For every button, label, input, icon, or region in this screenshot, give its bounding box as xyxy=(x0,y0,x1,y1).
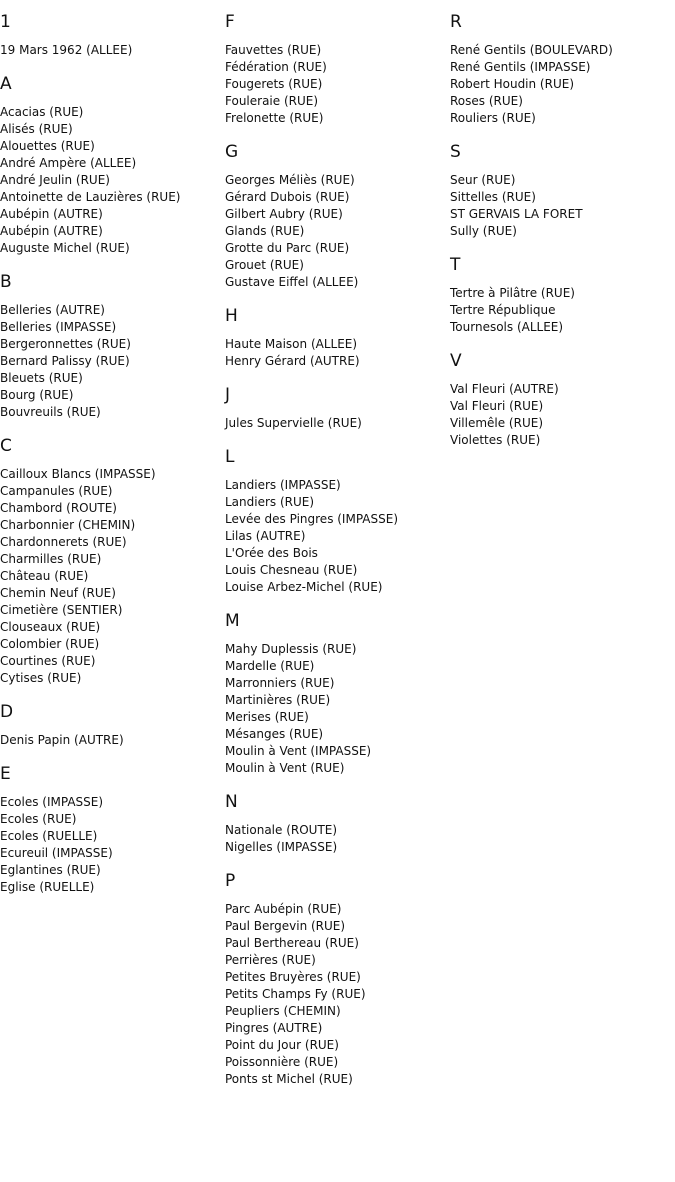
street-link[interactable]: Clouseaux (RUE) xyxy=(0,620,101,634)
street-link[interactable]: Mésanges (RUE) xyxy=(225,727,324,741)
street-link[interactable]: Seur (RUE) xyxy=(450,173,516,187)
street-link[interactable]: Eglise (RUELLE) xyxy=(0,880,95,894)
letter-group xyxy=(450,254,672,336)
street-link[interactable]: Bleuets (RUE) xyxy=(0,371,83,385)
street-list xyxy=(0,104,222,257)
letter-group xyxy=(0,271,222,421)
street-link[interactable]: Glands (RUE) xyxy=(225,224,305,238)
street-link[interactable]: Haute Maison (ALLEE) xyxy=(225,337,358,351)
street-link[interactable]: Moulin à Vent (IMPASSE) xyxy=(225,744,372,758)
street-link[interactable]: Nationale (ROUTE) xyxy=(225,823,338,837)
letter-group xyxy=(225,446,447,596)
letter-heading: E xyxy=(0,764,11,784)
street-link[interactable]: Moulin à Vent (RUE) xyxy=(225,761,345,775)
street-link[interactable]: Ponts st Michel (RUE) xyxy=(225,1072,353,1086)
street-link[interactable]: Belleries (IMPASSE) xyxy=(0,320,117,334)
street-link[interactable]: Gilbert Aubry (RUE) xyxy=(225,207,343,221)
street-link[interactable]: Tertre République xyxy=(450,303,556,317)
street-link[interactable]: Antoinette de Lauzières (RUE) xyxy=(0,190,181,204)
street-link[interactable]: Charbonnier (CHEMIN) xyxy=(0,518,136,532)
street-link[interactable]: Merises (RUE) xyxy=(225,710,309,724)
street-link[interactable]: Grotte du Parc (RUE) xyxy=(225,241,350,255)
street-link[interactable]: Eglantines (RUE) xyxy=(0,863,101,877)
street-list xyxy=(0,42,222,59)
street-link[interactable]: Campanules (RUE) xyxy=(0,484,113,498)
letter-heading: F xyxy=(225,12,235,32)
street-link[interactable]: Colombier (RUE) xyxy=(0,637,100,651)
street-list xyxy=(225,42,447,127)
index-column xyxy=(450,0,672,449)
street-list xyxy=(450,285,672,336)
street-list xyxy=(225,415,447,432)
street-link[interactable]: Chardonnerets (RUE) xyxy=(0,535,127,549)
letter-group xyxy=(0,435,222,687)
letter-heading: T xyxy=(450,255,461,275)
street-link[interactable]: Louis Chesneau (RUE) xyxy=(225,563,358,577)
street-link[interactable]: Auguste Michel (RUE) xyxy=(0,241,130,255)
street-link[interactable]: Gérard Dubois (RUE) xyxy=(225,190,350,204)
street-list xyxy=(225,477,447,596)
street-link[interactable]: Ecoles (RUELLE) xyxy=(0,829,98,843)
street-list xyxy=(450,42,672,127)
street-link[interactable]: Poissonnière (RUE) xyxy=(225,1055,339,1069)
letter-group xyxy=(0,763,222,896)
street-link[interactable]: Tertre à Pilâtre (RUE) xyxy=(450,286,575,300)
street-link[interactable]: Sittelles (RUE) xyxy=(450,190,536,204)
street-link[interactable]: Fougerets (RUE) xyxy=(225,77,323,91)
street-link[interactable]: Paul Bergevin (RUE) xyxy=(225,919,346,933)
letter-heading: C xyxy=(0,436,12,456)
street-link[interactable]: Aubépin (AUTRE) xyxy=(0,207,103,221)
letter-heading: B xyxy=(0,272,12,292)
street-link[interactable]: Sully (RUE) xyxy=(450,224,517,238)
street-link[interactable]: Peupliers (CHEMIN) xyxy=(225,1004,341,1018)
letter-group xyxy=(450,11,672,127)
street-link[interactable]: Perrières (RUE) xyxy=(225,953,316,967)
street-link[interactable]: Jules Supervielle (RUE) xyxy=(225,416,362,430)
letter-group xyxy=(225,610,447,777)
letter-heading: A xyxy=(0,74,12,94)
letter-heading: L xyxy=(225,447,235,467)
letter-group xyxy=(225,870,447,1088)
street-link[interactable]: Bouvreuils (RUE) xyxy=(0,405,101,419)
street-link[interactable]: Ecoles (IMPASSE) xyxy=(0,795,104,809)
street-list xyxy=(0,302,222,421)
street-list xyxy=(225,172,447,291)
street-link[interactable]: Fédération (RUE) xyxy=(225,60,327,74)
street-list xyxy=(225,336,447,370)
street-link[interactable]: Val Fleuri (AUTRE) xyxy=(450,382,559,396)
street-link[interactable]: Courtines (RUE) xyxy=(0,654,96,668)
street-link[interactable]: Nigelles (IMPASSE) xyxy=(225,840,338,854)
street-link[interactable]: André Ampère (ALLEE) xyxy=(0,156,137,170)
street-link[interactable]: Levée des Pingres (IMPASSE) xyxy=(225,512,399,526)
street-link[interactable]: Fauvettes (RUE) xyxy=(225,43,322,57)
street-list xyxy=(0,794,222,896)
letter-heading: R xyxy=(450,12,462,32)
street-list xyxy=(225,641,447,777)
street-link[interactable]: Chemin Neuf (RUE) xyxy=(0,586,116,600)
street-link[interactable]: Alouettes (RUE) xyxy=(0,139,95,153)
street-link[interactable]: Point du Jour (RUE) xyxy=(225,1038,339,1052)
street-link[interactable]: Alisés (RUE) xyxy=(0,122,73,136)
street-link[interactable]: André Jeulin (RUE) xyxy=(0,173,110,187)
street-link[interactable]: Charmilles (RUE) xyxy=(0,552,102,566)
letter-group xyxy=(0,73,222,257)
street-link[interactable]: Petits Champs Fy (RUE) xyxy=(225,987,366,1001)
letter-group xyxy=(450,350,672,449)
street-link[interactable]: Bourg (RUE) xyxy=(0,388,74,402)
street-link[interactable]: Rouliers (RUE) xyxy=(450,111,536,125)
street-link[interactable]: Cytises (RUE) xyxy=(0,671,82,685)
street-link[interactable]: Louise Arbez-Michel (RUE) xyxy=(225,580,383,594)
street-link[interactable]: Pingres (AUTRE) xyxy=(225,1021,323,1035)
street-link[interactable]: Grouet (RUE) xyxy=(225,258,304,272)
street-link[interactable]: Violettes (RUE) xyxy=(450,433,541,447)
street-link[interactable]: Chambord (ROUTE) xyxy=(0,501,117,515)
index-column xyxy=(225,0,447,1088)
street-link[interactable]: Cimetière (SENTIER) xyxy=(0,603,123,617)
street-link[interactable]: Tournesols (ALLEE) xyxy=(450,320,564,334)
street-link[interactable]: Mahy Duplessis (RUE) xyxy=(225,642,357,656)
street-link[interactable]: René Gentils (BOULEVARD) xyxy=(450,43,613,57)
street-list xyxy=(225,901,447,1088)
letter-heading: V xyxy=(450,351,462,371)
letter-heading: M xyxy=(225,611,240,631)
letter-group xyxy=(0,11,222,59)
letter-heading: 1 xyxy=(0,12,11,32)
street-link[interactable]: Gustave Eiffel (ALLEE) xyxy=(225,275,359,289)
street-link[interactable]: Martinières (RUE) xyxy=(225,693,331,707)
letter-group xyxy=(225,141,447,291)
street-link[interactable]: Belleries (AUTRE) xyxy=(0,303,105,317)
letter-heading: J xyxy=(225,385,231,405)
street-link[interactable]: Bergeronnettes (RUE) xyxy=(0,337,131,351)
letter-group xyxy=(225,305,447,370)
street-link[interactable]: Bernard Palissy (RUE) xyxy=(0,354,130,368)
street-link[interactable]: Ecoles (RUE) xyxy=(0,812,77,826)
street-link[interactable]: Parc Aubépin (RUE) xyxy=(225,902,342,916)
letter-heading: N xyxy=(225,792,238,812)
street-link[interactable]: ST GERVAIS LA FORET xyxy=(450,207,583,221)
letter-group xyxy=(0,701,222,749)
street-link[interactable]: Ecureuil (IMPASSE) xyxy=(0,846,113,860)
index-column xyxy=(0,0,222,896)
letter-group xyxy=(225,791,447,856)
street-link[interactable]: Marronniers (RUE) xyxy=(225,676,335,690)
street-list xyxy=(0,732,222,749)
street-link[interactable]: Roses (RUE) xyxy=(450,94,523,108)
street-link[interactable]: Villemêle (RUE) xyxy=(450,416,543,430)
street-link[interactable]: Cailloux Blancs (IMPASSE) xyxy=(0,467,156,481)
letter-heading: P xyxy=(225,871,236,891)
street-link[interactable]: Fouleraie (RUE) xyxy=(225,94,319,108)
letter-heading: G xyxy=(225,142,239,162)
street-link[interactable]: Paul Berthereau (RUE) xyxy=(225,936,359,950)
street-link[interactable]: L'Orée des Bois xyxy=(225,546,318,560)
street-link[interactable]: Robert Houdin (RUE) xyxy=(450,77,575,91)
street-link[interactable]: Mardelle (RUE) xyxy=(225,659,315,673)
street-link[interactable]: Petites Bruyères (RUE) xyxy=(225,970,361,984)
street-link[interactable]: Landiers (IMPASSE) xyxy=(225,478,341,492)
street-link[interactable]: René Gentils (IMPASSE) xyxy=(450,60,591,74)
letter-heading: D xyxy=(0,702,14,722)
letter-group xyxy=(225,384,447,432)
street-link[interactable]: Denis Papin (AUTRE) xyxy=(0,733,124,747)
street-list xyxy=(450,172,672,240)
street-link[interactable]: Georges Méliès (RUE) xyxy=(225,173,355,187)
street-link[interactable]: Val Fleuri (RUE) xyxy=(450,399,544,413)
street-link[interactable]: Château (RUE) xyxy=(0,569,89,583)
street-list xyxy=(225,822,447,856)
street-link[interactable]: Acacias (RUE) xyxy=(0,105,84,119)
letter-heading: S xyxy=(450,142,461,162)
street-link[interactable]: Landiers (RUE) xyxy=(225,495,315,509)
street-link[interactable]: Aubépin (AUTRE) xyxy=(0,224,103,238)
street-list xyxy=(450,381,672,449)
street-link[interactable]: Frelonette (RUE) xyxy=(225,111,324,125)
letter-group xyxy=(225,11,447,127)
letter-heading: H xyxy=(225,306,238,326)
street-link[interactable]: Henry Gérard (AUTRE) xyxy=(225,354,360,368)
street-link[interactable]: 19 Mars 1962 (ALLEE) xyxy=(0,43,133,57)
street-list xyxy=(0,466,222,687)
street-link[interactable]: Lilas (AUTRE) xyxy=(225,529,306,543)
letter-group xyxy=(450,141,672,240)
